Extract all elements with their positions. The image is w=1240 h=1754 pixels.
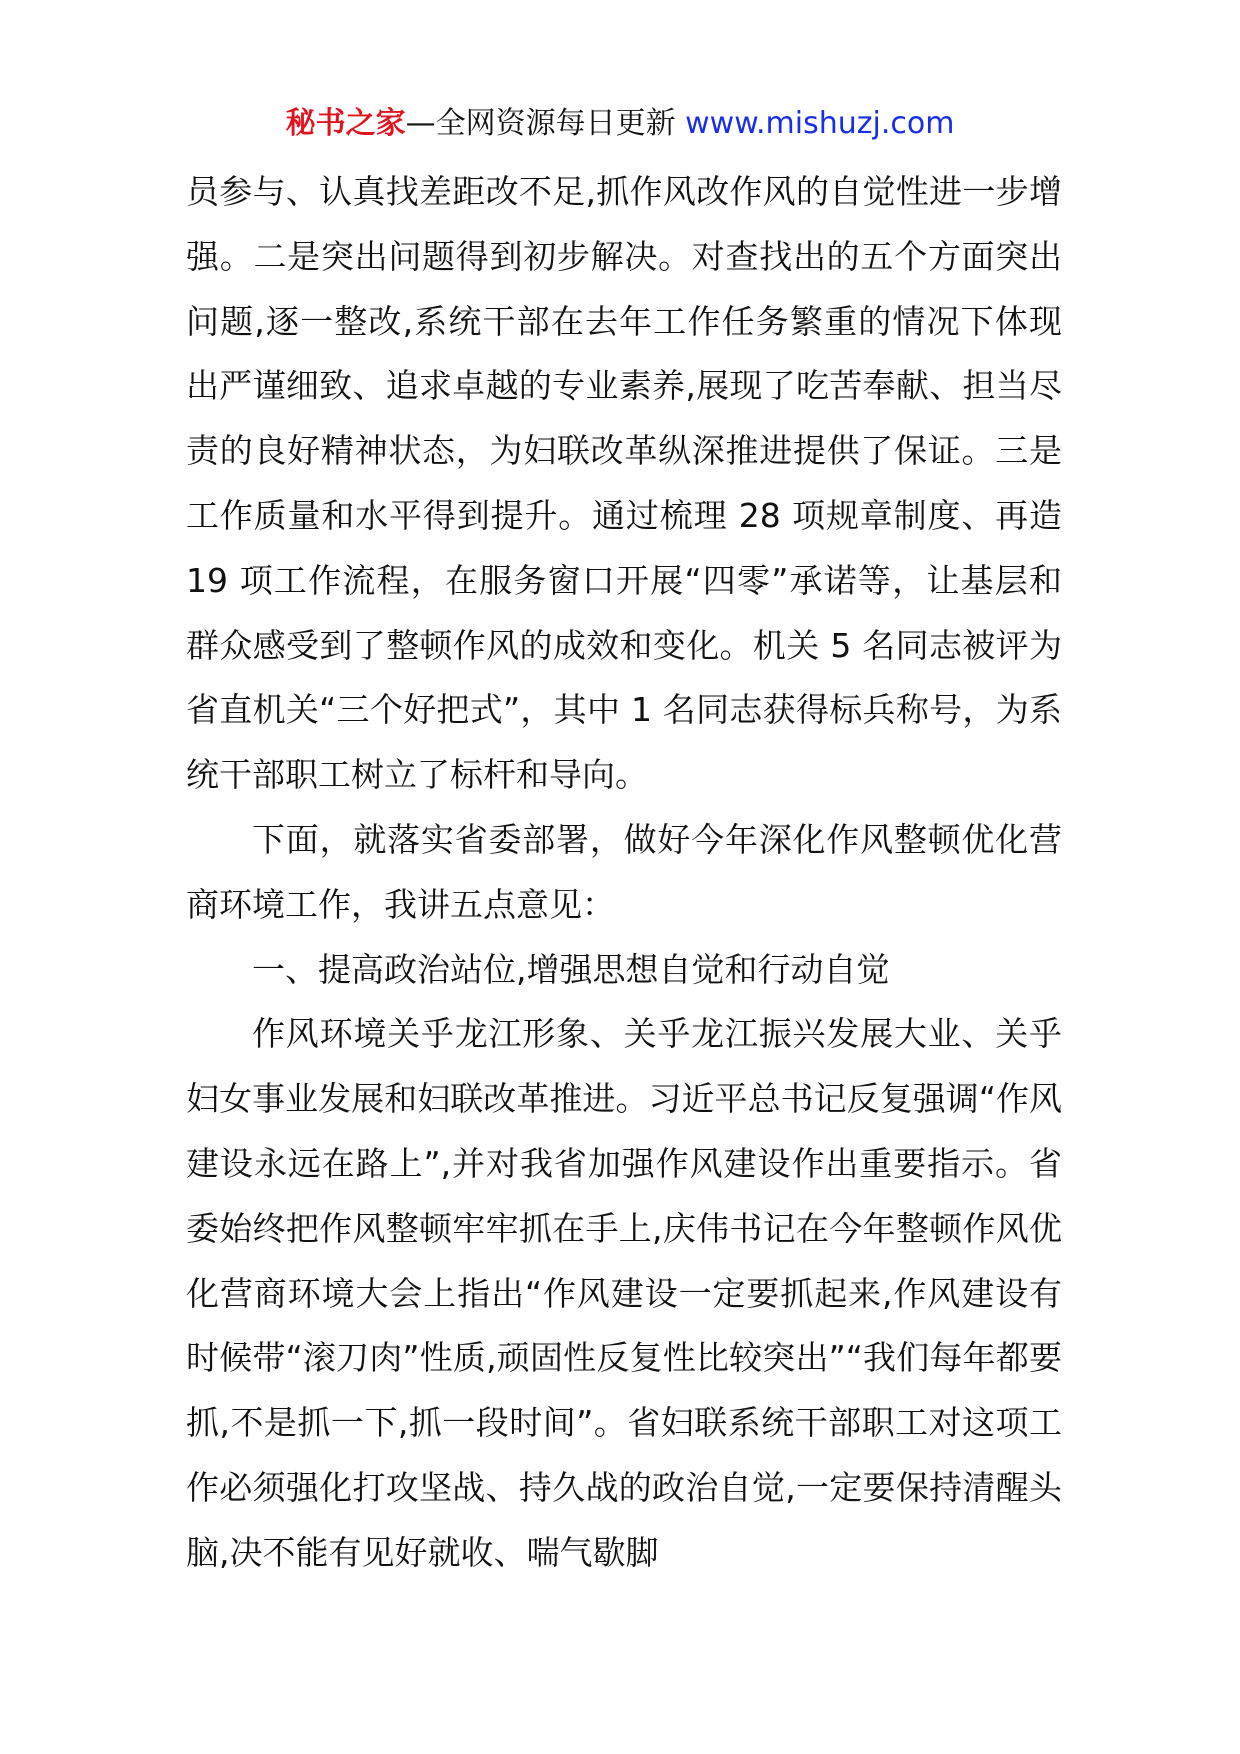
site-header [0, 100, 1240, 148]
paragraph-intro: 下面，就落实省委部署，做好今年深化作风整顿优化营商环境工作，我讲五点意见： [186, 819, 1062, 924]
header-slogan: —全网资源每日更新 [405, 106, 676, 141]
site-url-link[interactable]: www.mishuzj.com [685, 106, 955, 141]
document-body [186, 160, 1062, 1586]
paragraph-continued: 员参与、认真找差距改不足,抓作风改作风的自觉性进一步增强。二是突出问题得到初步解决。对查找出的五个方面突出问题,逐一整改,系统干部在去年工作任务繁重的情况下体现出严谨细致、追求卓越的专业素养,展现了吃苦奉献、担当尽责的良好精神状态，为妇联改革纵深推进提供了保证。三是工作质量和水平得到提升。通过梳理 28 项规章制度、再造 19 项工作流程，在服务窗口开展“四零”承诺等，让基层和群众感受到了整顿作风的成效和变化。机关 5 名同志被评为省直机关“三个好把式”，其中 1 名同志获得标兵称号，为系统干部职工树立了标杆和导向。 [186, 172, 1062, 795]
paragraph-section-1: 作风环境关乎龙江形象、关乎龙江振兴发展大业、关乎妇女事业发展和妇联改革推进。习近平总书记反复强调“作风建设永远在路上”,并对我省加强作风建设作出重要指示。省委始终把作风整顿牢牢抓在手上,庆伟书记在今年整顿作风优化营商环境大会上指出“作风建设一定要抓起来,作风建设有时候带“滚刀肉”性质,顽固性反复性比较突出”“我们每年都要抓,不是抓一下,抓一段时间”。省妇联系统干部职工对这项工作必须强化打攻坚战、持久战的政治自觉,一定要保持清醒头脑,决不能有见好就收、喘气歇脚 [186, 1014, 1062, 1572]
section-heading-1: 一、提高政治站位,增强思想自觉和行动自觉 [252, 949, 890, 989]
brand-name: 秘书之家 [285, 106, 406, 141]
